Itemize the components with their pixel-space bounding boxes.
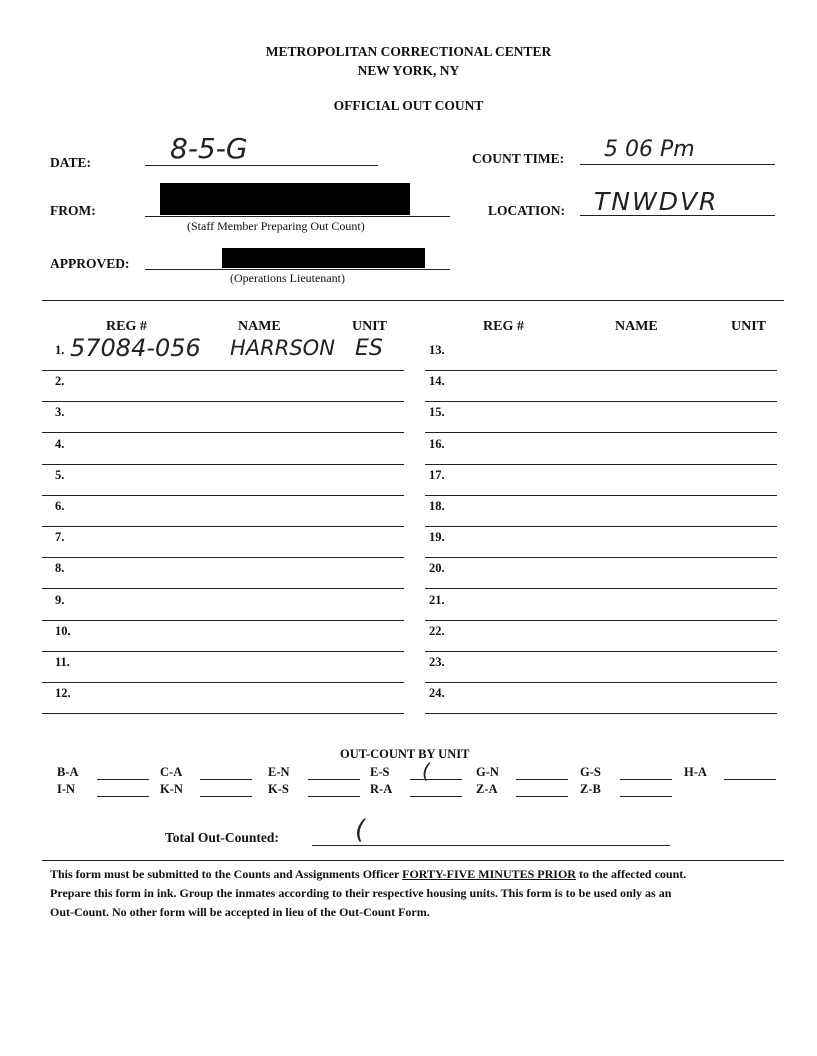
row-line: [425, 464, 777, 465]
footer-divider: [42, 860, 784, 861]
row-number: 10.: [55, 623, 71, 638]
row-number: 19.: [429, 530, 445, 545]
approved-label: APPROVED:: [50, 256, 130, 271]
row-line: [42, 526, 404, 527]
unit-label-h-a: H-A: [684, 765, 707, 779]
unit-count-field-e-s[interactable]: [410, 779, 462, 780]
unit-label-g-s: G-S: [580, 765, 601, 779]
row-line: [42, 620, 404, 621]
unit-label-i-n: I-N: [57, 782, 76, 796]
row-line: [425, 557, 777, 558]
row-number: 1.: [55, 343, 65, 357]
right-col-reg: REG #: [483, 319, 524, 334]
row-line: [425, 651, 777, 652]
unit-value[interactable]: ES: [355, 336, 383, 361]
count-time-value[interactable]: 5 06 Pm: [604, 137, 695, 162]
footer-line-2: Prepare this form in ink. Group the inmates according to their respective housing units. This form is to be used only as an: [50, 886, 672, 900]
header-city: NEW YORK, NY: [357, 63, 460, 78]
row-line: [425, 401, 777, 402]
unit-label-z-b: Z-B: [580, 782, 601, 796]
row-line: [425, 526, 777, 527]
row-line: [42, 495, 404, 496]
unit-count-field-k-n[interactable]: [200, 796, 252, 797]
unit-label-z-a: Z-A: [476, 782, 498, 796]
total-value[interactable]: (: [355, 815, 366, 845]
row-number: 18.: [429, 499, 445, 513]
total-line: [312, 845, 670, 846]
location-label: LOCATION:: [488, 203, 566, 218]
row-line: [425, 713, 777, 714]
row-line: [42, 588, 404, 589]
row-line: [425, 370, 777, 371]
row-number: 14.: [429, 374, 445, 389]
unit-count-field-e-n[interactable]: [308, 779, 360, 780]
unit-count-field-g-n[interactable]: [516, 779, 568, 780]
count-time-label: COUNT TIME:: [472, 151, 565, 166]
unit-label-r-a: R-A: [370, 782, 393, 796]
unit-count-field-i-n[interactable]: [97, 796, 149, 797]
row-number: 21.: [429, 592, 445, 607]
unit-label-b-a: B-A: [57, 765, 79, 779]
row-number: 8.: [55, 561, 65, 576]
approved-caption: (Operations Lieutenant): [230, 271, 345, 285]
row-number: 9.: [55, 592, 65, 607]
row-line: [425, 495, 777, 496]
row-line: [42, 464, 404, 465]
unit-count-field-z-a[interactable]: [516, 796, 568, 797]
row-number: 4.: [55, 436, 65, 451]
from-caption: (Staff Member Preparing Out Count): [187, 219, 365, 233]
row-number: 7.: [55, 530, 65, 545]
unit-count-field-b-a[interactable]: [97, 779, 149, 780]
row-line: [42, 651, 404, 652]
unit-label-e-s: E-S: [370, 765, 390, 779]
date-line: [145, 165, 378, 166]
row-line: [42, 401, 404, 402]
row-number: 20.: [429, 561, 445, 576]
unit-count-field-k-s[interactable]: [308, 796, 360, 797]
row-number: 12.: [55, 686, 71, 701]
footer-emphasis: FORTY-FIVE MINUTES PRIOR: [402, 867, 576, 881]
date-value[interactable]: 8-5-G: [170, 132, 248, 165]
unit-label-g-n: G-N: [476, 765, 499, 779]
unit-label-k-n: K-N: [160, 782, 183, 796]
row-number: 11.: [55, 655, 70, 669]
header-institution: METROPOLITAN CORRECTIONAL CENTER: [265, 44, 552, 59]
unit-count-field-r-a[interactable]: [410, 796, 462, 797]
approved-line: [145, 269, 450, 270]
row-number: 3.: [55, 405, 65, 420]
left-col-name: NAME: [238, 319, 281, 334]
footer-text-2: to the affected count.: [575, 867, 687, 881]
row-number: 17.: [429, 467, 445, 482]
date-label: DATE:: [50, 155, 92, 170]
row-number: 13.: [429, 343, 445, 357]
unit-count-field-h-a[interactable]: [724, 779, 776, 780]
out-count-title: OUT-COUNT BY UNIT: [340, 747, 470, 761]
row-number: 15.: [429, 405, 445, 420]
left-col-reg: REG #: [106, 319, 147, 334]
row-line: [42, 557, 404, 558]
from-line: [145, 216, 450, 217]
unit-count-field-c-a[interactable]: [200, 779, 252, 780]
row-number: 6.: [55, 499, 65, 513]
footer-line-3: Out-Count. No other form will be accepted in lieu of the Out-Count Form.: [50, 905, 430, 919]
row-line: [425, 620, 777, 621]
row-number: 22.: [429, 623, 445, 638]
row-number: 23.: [429, 655, 445, 669]
unit-count-field-z-b[interactable]: [620, 796, 672, 797]
row-number: 24.: [429, 686, 445, 701]
left-col-unit: UNIT: [352, 319, 388, 334]
unit-label-k-s: K-S: [268, 782, 289, 796]
total-label: Total Out-Counted:: [165, 830, 279, 845]
redaction-box: [222, 248, 425, 268]
row-line: [42, 682, 404, 683]
row-line: [425, 682, 777, 683]
section-divider: [42, 300, 784, 301]
right-col-unit: UNIT: [731, 319, 767, 334]
footer-text-1: This form must be submitted to the Counts and Assignments Officer: [50, 867, 403, 881]
row-number: 2.: [55, 374, 65, 389]
count-time-line: [580, 164, 775, 165]
redaction-box: [160, 183, 410, 215]
unit-count-value[interactable]: (: [422, 759, 430, 783]
right-col-name: NAME: [615, 319, 658, 334]
row-line: [42, 432, 404, 433]
unit-label-c-a: C-A: [160, 765, 183, 779]
row-line: [42, 713, 404, 714]
unit-label-e-n: E-N: [268, 765, 290, 779]
unit-count-field-g-s[interactable]: [620, 779, 672, 780]
form-title: OFFICIAL OUT COUNT: [333, 98, 484, 113]
reg-number-value[interactable]: 57084-056: [70, 334, 201, 362]
footer-line-1: [50, 865, 790, 884]
row-number: 16.: [429, 436, 445, 451]
row-line: [42, 370, 404, 371]
row-line: [425, 432, 777, 433]
from-label: FROM:: [50, 203, 96, 218]
footer-instructions: [50, 865, 790, 922]
row-line: [425, 588, 777, 589]
row-number: 5.: [55, 467, 65, 482]
inmate-name-value[interactable]: HARRSON: [230, 336, 335, 360]
location-value[interactable]: TNWDVR: [594, 187, 719, 216]
